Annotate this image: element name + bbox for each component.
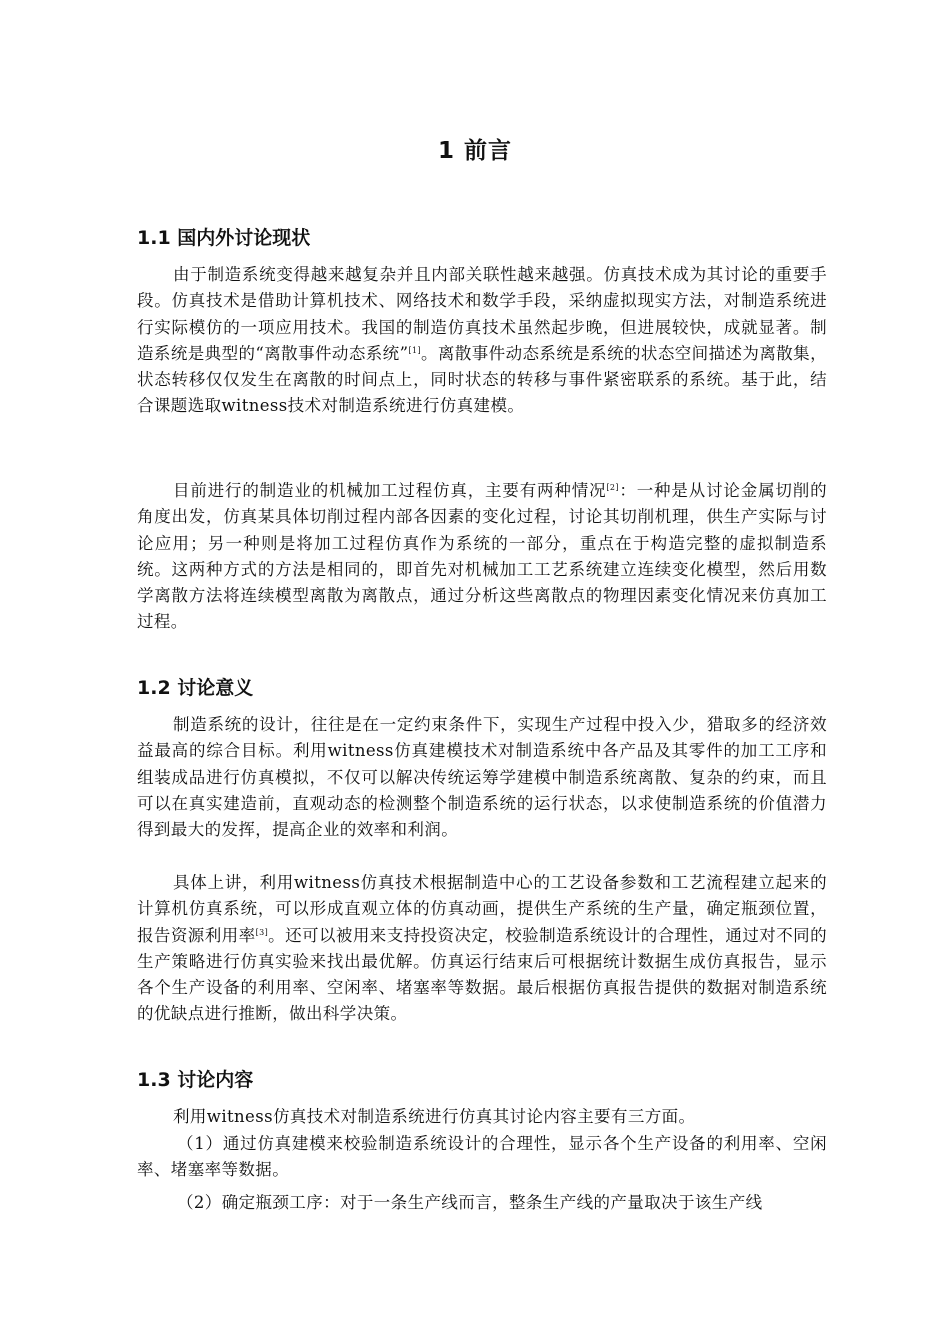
paragraph-1-3-item-2 <box>137 1190 827 1216</box>
citation-ref: [1] <box>408 345 421 355</box>
paragraph-text: 利用witness仿真技术对制造系统进行仿真其讨论内容主要有三方面。 <box>173 1107 696 1126</box>
paragraph-text: 。离散事件动态系统是系统的状态空间描述为离散集，状态转移仅仅发生在离散的时间点上，同时状态的转移与事件紧密联系的系统。基于此，结合课题选取witness技术对制造系统进行仿真建模。 <box>137 343 828 416</box>
paragraph-text: 具体上讲，利用witness仿真技术根据制造中心的工艺设备参数和工艺流程建立起来的计算机仿真系统，可以形成直观立体的仿真动画，提供生产系统的生产量，确定瓶颈位置，报告资源利用率 <box>137 873 827 945</box>
paragraph-1-3-a <box>137 1104 827 1130</box>
paragraph-1-2-b <box>137 870 827 1028</box>
paragraph-1-1-b <box>137 478 827 636</box>
section-heading-1-1: 1.1 国内外讨论现状 <box>137 227 311 249</box>
paragraph-1-1-a <box>137 262 827 420</box>
paragraph-1-3-item-1 <box>137 1131 827 1184</box>
citation-ref: [3] <box>255 927 269 937</box>
paragraph-text: 由于制造系统变得越来越复杂并且内部关联性越来越强。仿真技术成为其讨论的重要手段。仿真技术是借助计算机技术、网络技术和数学手段，采纳虚拟现实方法，对制造系统进行实际模仿的一项应用技术。我国的制造仿真技术虽然起步晚，但进展较快，成就显著。制造系统是典型的“离散事件动态系统” <box>137 265 827 363</box>
paragraph-text: 制造系统的设计，往往是在一定约束条件下，实现生产过程中投入少，猎取多的经济效益最高的综合目标。利用witness仿真建模技术对制造系统中各产品及其零件的加工工序和组装成品进行仿真模拟，不仅可以解决传统运筹学建模中制造系统离散、复杂的约束，而且可以在真实建造前，直观动态的检测整个制造系统的运行状态，以求使制造系统的价值潜力得到最大的发挥，提高企业的效率和利润。 <box>137 715 827 840</box>
paragraph-text: （1）通过仿真建模来校验制造系统设计的合理性，显示各个生产设备的利用率、空闲率、堵塞率等数据。 <box>137 1134 827 1180</box>
paragraph-text: （2）确定瓶颈工序：对于一条生产线而言，整条生产线的产量取决于该生产线 <box>177 1193 763 1212</box>
section-heading-1-3: 1.3 讨论内容 <box>137 1069 254 1091</box>
paragraph-1-2-a <box>137 712 827 843</box>
chapter-title: 1 前言 <box>437 138 512 164</box>
section-heading-1-2: 1.2 讨论意义 <box>137 677 254 699</box>
paragraph-text: 目前进行的制造业的机械加工过程仿真，主要有两种情况 <box>173 481 607 500</box>
paragraph-text: 。还可以被用来支持投资决定，校验制造系统设计的合理性，通过对不同的生产策略进行仿真实验来找出最优解。仿真运行结束后可根据统计数据生成仿真报告，显示各个生产设备的利用率、空闲率、堵塞率等数据。最后根据仿真报告提供的数据对制造系统的优缺点进行推断，做出科学决策。 <box>137 925 827 1024</box>
paragraph-text: ：一种是从讨论金属切削的角度出发，仿真某具体切削过程内部各因素的变化过程，讨论其切削机理，供生产实际与讨论应用；另一种则是将加工过程仿真作为系统的一部分，重点在于构造完整的虚拟制造系统。这两种方式的方法是相同的，即首先对机械加工工艺系统建立连续变化模型，然后用数学离散方法将连续模型离散为离散点，通过分析这些离散点的物理因素变化情况来仿真加工过程。 <box>137 481 827 632</box>
citation-ref: [2] <box>606 483 619 492</box>
